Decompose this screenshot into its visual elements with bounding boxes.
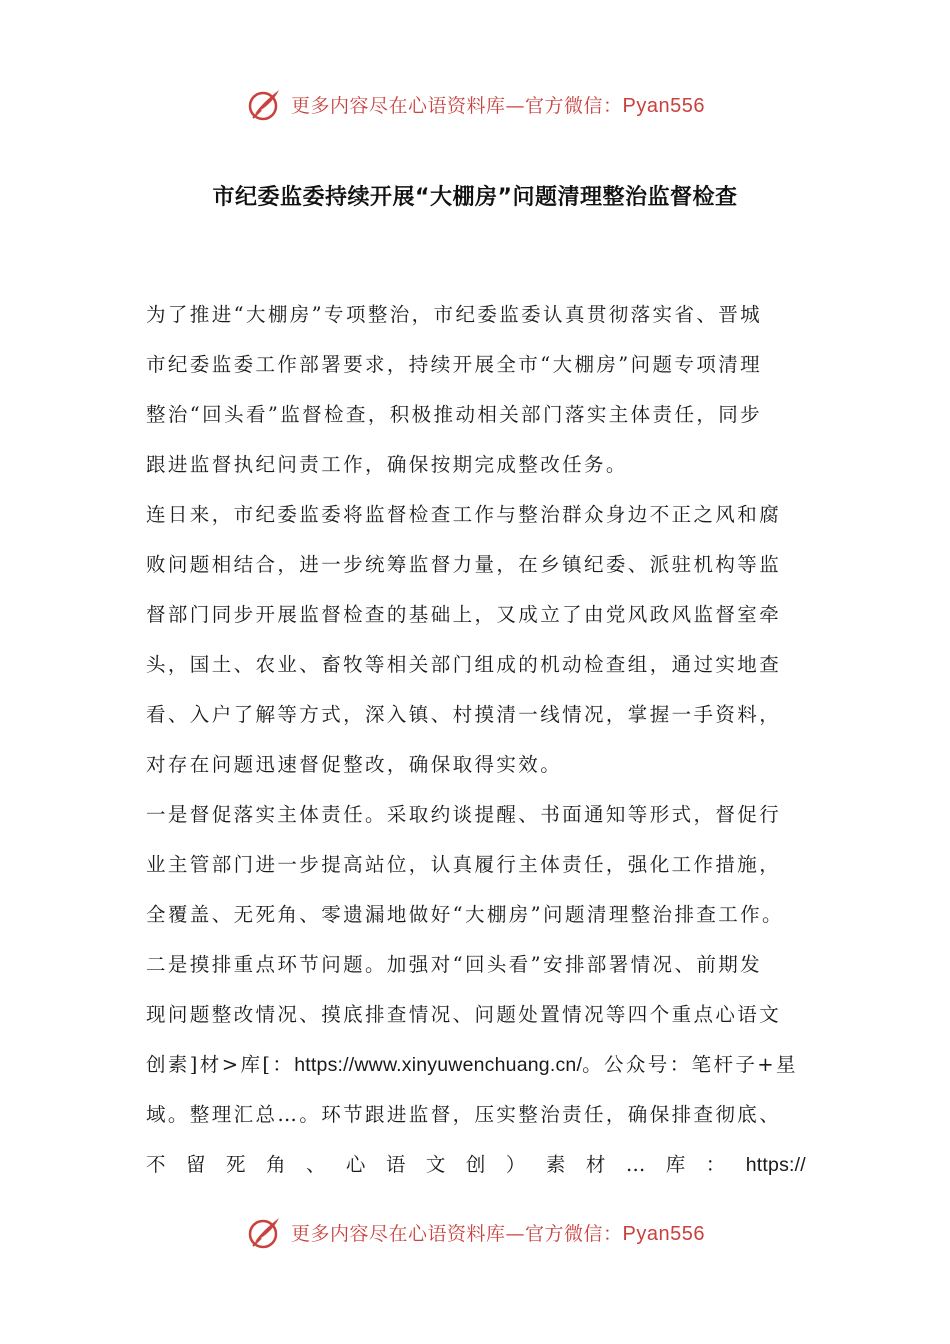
text-line: 二是摸排重点环节问题。加强对“回头看”安排部署情况、前期发: [146, 953, 763, 976]
text-line: 督部门同步开展监督检查的基础上，又成立了由党风政风监督室牵: [146, 603, 782, 626]
text-line-justified: [146, 1140, 806, 1190]
text-line: 一是督促落实主体责任。采取约谈提醒、书面通知等形式，督促行: [146, 803, 782, 826]
char: 心: [345, 1153, 366, 1176]
text-line: 对存在问题迅速督促整改，确保取得实效。: [146, 753, 563, 776]
text-line: 跟进监督执纪问责工作，确保按期完成整改任务。: [146, 453, 628, 476]
url-suffix: 。公众号：笔杆子+星: [582, 1053, 798, 1076]
text-line: 为了推进“大棚房”专项整治，市纪委监委认真贯彻落实省、晋城: [146, 303, 763, 326]
url-prefix: 创素]材>库[：: [146, 1053, 295, 1076]
watermark-text: 更多内容尽在心语资料库—官方微信：Pyan556: [291, 1222, 705, 1245]
char: 库: [665, 1153, 686, 1176]
char: 、: [305, 1153, 326, 1176]
char: ：: [705, 1153, 726, 1176]
char: 材: [585, 1153, 606, 1176]
text-line: 连日来，市纪委监委将监督检查工作与整治群众身边不正之风和腐: [146, 503, 782, 526]
char: 留: [185, 1153, 206, 1176]
char: 文: [425, 1153, 446, 1176]
article-title: 市纪委监委持续开展“大棚房”问题清理整治监督检查: [212, 185, 738, 210]
text-line: 看、入户了解等方式，深入镇、村摸清一线情况，掌握一手资料，: [146, 703, 782, 726]
watermark-text: 更多内容尽在心语资料库—官方微信：Pyan556: [291, 94, 705, 117]
text-line: 市纪委监委工作部署要求，持续开展全市“大棚房”问题专项清理: [146, 353, 763, 376]
watermark-footer: [0, 1210, 950, 1254]
text-line: 头，国土、农业、畜牧等相关部门组成的机动检查组，通过实地查: [146, 653, 782, 676]
website-link[interactable]: https://www.xinyuwenchuang.cn/: [294, 1054, 583, 1076]
text-line: 全覆盖、无死角、零遗漏地做好“大棚房”问题清理整治排查工作。: [146, 903, 784, 926]
text-line: 整治“回头看”监督检查，积极推动相关部门落实主体责任，同步: [146, 403, 763, 426]
char: 不: [146, 1153, 166, 1176]
article-body: [146, 290, 806, 1190]
text-line: 业主管部门进一步提高站位，认真履行主体责任，强化工作措施，: [146, 853, 782, 876]
quill-logo-icon: [245, 84, 285, 124]
text-line: 域。整理汇总…。环节跟进监督，压实整治责任，确保排查彻底、: [146, 1103, 782, 1126]
text-line: 败问题相结合，进一步统筹监督力量，在乡镇纪委、派驻机构等监: [146, 553, 782, 576]
char: 素: [545, 1153, 566, 1176]
text-line-url: [146, 1040, 806, 1090]
char: …: [625, 1153, 646, 1176]
text-line: 现问题整改情况、摸底排查情况、问题处置情况等四个重点心语文: [146, 1003, 782, 1026]
char: 创: [465, 1153, 486, 1176]
char: 死: [225, 1153, 246, 1176]
char: ）: [505, 1153, 526, 1176]
char: 语: [385, 1153, 406, 1176]
quill-logo-icon: [245, 1212, 285, 1252]
url-fragment: https://: [745, 1154, 806, 1176]
watermark-header: [0, 82, 950, 126]
char: 角: [265, 1153, 286, 1176]
